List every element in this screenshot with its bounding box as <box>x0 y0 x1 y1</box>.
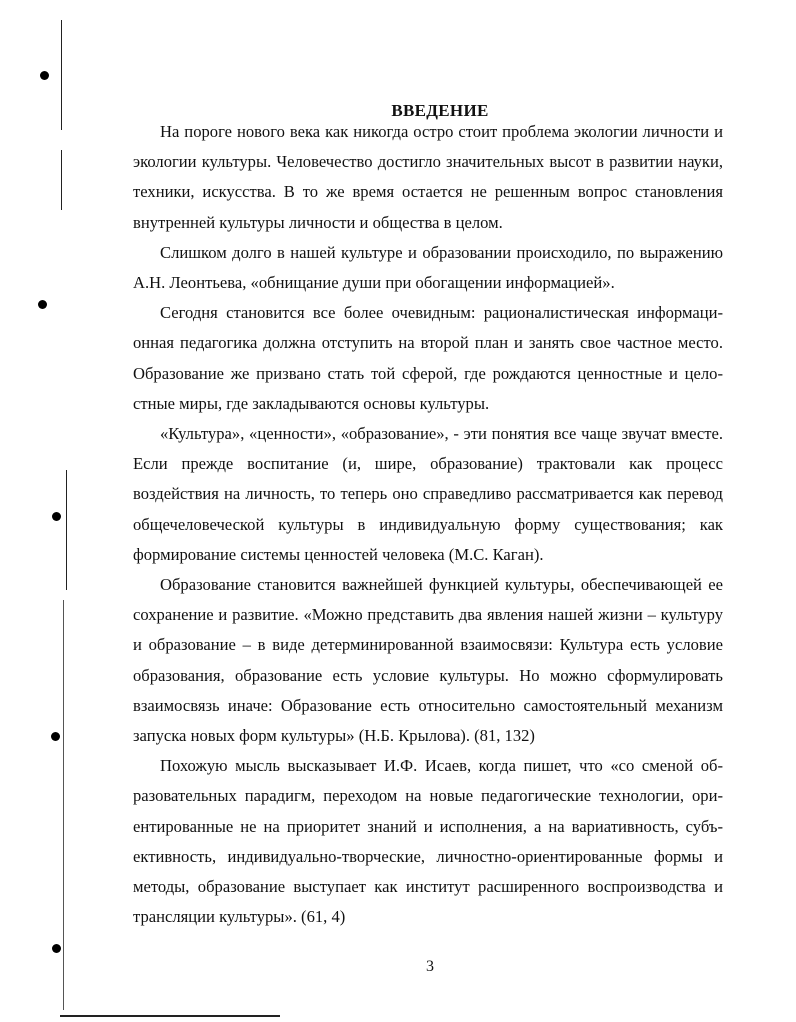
bottom-edge-line <box>60 1015 280 1017</box>
body-text <box>133 117 723 932</box>
section-heading: ВВЕДЕНИЕ <box>391 101 489 121</box>
punch-hole-mark <box>51 732 60 741</box>
paragraph-6: Похожую мысль высказывает И.Ф. Исаев, когда пишет, что «со сменой образовательных парадигм, переходом на новые педагогические технологии, ориентированные не на приоритет знаний и исполнения, а на вариативность, субъективность, индивидуально-творческие, личностно-ориентированные формы и методы, образование выступает как институт расширенного воспроизводства и трансляции культуры». (61, 4) <box>133 756 723 927</box>
paragraph-1: На пороге нового века как никогда остро стоит проблема экологии личности и экологии культуры. Человечество достигло значительных высот в развитии науки, техники, искусства. В то же время остается не решенным вопрос становления внутренней культуры личности и общества в целом. <box>133 122 723 232</box>
binding-edge-line <box>61 150 62 210</box>
page-number: 3 <box>426 958 434 975</box>
punch-hole-mark <box>40 71 49 80</box>
punch-hole-mark <box>52 944 61 953</box>
binding-margin <box>28 0 68 1022</box>
paragraph-5: Образование становится важнейшей функцией культуры, обеспечивающей ее сохранение и развитие. «Можно представить два явления нашей жизни – культуру и образование – в виде детерминированной взаимосвязи: Культура есть условие образования, образование есть условие культуры. Но можно сформулировать взаимосвязь иначе: Образование есть относительно самостоятельный механизм запуска новых форм культуры» (Н.Б. Крылова). (81, 132) <box>133 575 723 746</box>
punch-hole-mark <box>38 300 47 309</box>
paragraph-3: Сегодня становится все более очевидным: рационалистическая информационная педагогика должна отступить на второй план и занять свое частное место. Образование же призвано стать той сферой, где рождаются ценностные и целостные миры, где закладываются основы культуры. <box>133 303 723 413</box>
binding-edge-line <box>63 600 64 1010</box>
binding-edge-line <box>66 470 67 590</box>
punch-hole-mark <box>52 512 61 521</box>
paragraph-4: «Культура», «ценности», «образование», - эти понятия все чаще звучат вместе. Если прежде воспитание (и, шире, образование) трактовали как процесс воздействия на личность, то теперь оно справедливо рассматривается как перевод общечеловеческой культуры в индивидуальную форму существования; как формирование системы ценностей человека (М.С. Каган). <box>133 424 723 564</box>
paragraph-2: Слишком долго в нашей культуре и образовании происходило, по выражению А.Н. Леонтьева, «обнищание души при обогащении информацией». <box>133 242 723 293</box>
